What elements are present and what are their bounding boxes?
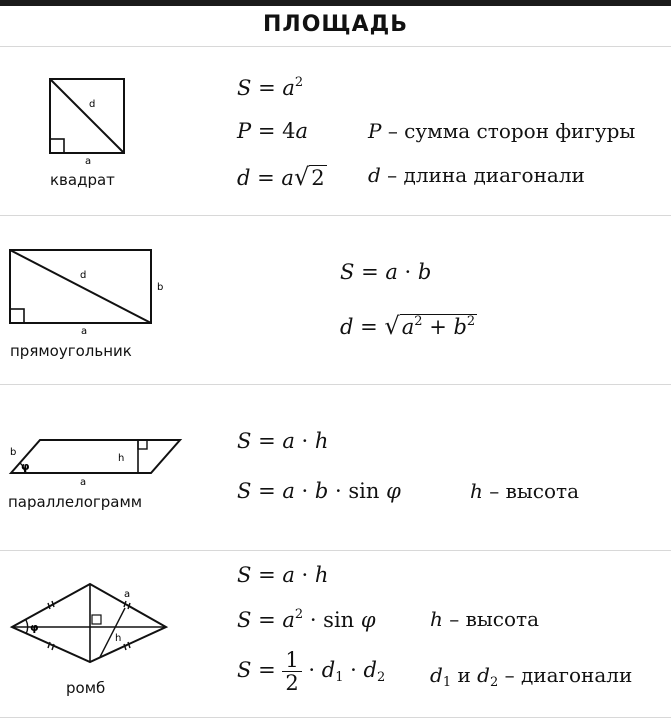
- rhombus-label-a: a: [124, 589, 131, 600]
- square-formula-perimeter: P = 4a: [237, 119, 308, 143]
- square-figure: [0, 47, 200, 215]
- rectangle-formula-diagonal: $d = √a^2 + b^2$: [340, 312, 476, 340]
- parallelogram-label-a: a: [80, 477, 87, 488]
- section-rhombus: [0, 551, 671, 717]
- square-note-diagonal: d – длина диагонали: [368, 163, 585, 187]
- rhombus-formula-area-sin: $S = a^2 \cdot \sin \varphi$: [237, 607, 376, 632]
- parallelogram-formula-area-h: S = a · h: [237, 429, 329, 453]
- rhombus-formula-area-h: S = a · h: [237, 563, 329, 587]
- section-rectangle: [0, 216, 671, 384]
- rectangle-formula-area: S = a · b: [340, 260, 432, 284]
- page-title: ПЛОЩАДЬ: [263, 12, 408, 37]
- rhombus-formula-area-diag: S = $\frac{1}{2}$ · $d_1 \cdot d_2$: [237, 648, 386, 695]
- section-square: [0, 47, 671, 215]
- divider: [0, 717, 671, 718]
- parallelogram-figure: [0, 385, 200, 550]
- parallelogram-label-b: b: [10, 447, 17, 458]
- top-bar: [0, 0, 671, 6]
- rectangle-label-d: d: [80, 270, 87, 281]
- parallelogram-label-phi: φ: [21, 460, 30, 473]
- square-label-a: a: [85, 156, 92, 167]
- rhombus-label-h: h: [115, 633, 122, 644]
- square-label-d: d: [89, 99, 96, 110]
- rectangle-label-b: b: [157, 282, 164, 293]
- rhombus-caption: ромб: [66, 679, 106, 697]
- parallelogram-caption: параллелограмм: [8, 493, 143, 511]
- square-note-perimeter: P – сумма сторон фигуры: [368, 119, 636, 143]
- square-formula-diagonal: d = a√2: [237, 163, 325, 191]
- square-caption: квадрат: [50, 171, 115, 189]
- rhombus-label-phi: φ: [30, 621, 39, 634]
- parallelogram-note-height: h – высота: [470, 479, 580, 503]
- parallelogram-formula-area-sin: S = a · b · sin φ: [237, 479, 401, 503]
- section-parallelogram: [0, 385, 671, 550]
- rhombus-note-height: h – высота: [430, 607, 540, 631]
- rhombus-note-diagonals: $d_1$ и $d_2$ – диагонали: [430, 663, 633, 690]
- rectangle-label-a: a: [81, 326, 88, 337]
- square-formula-area: $S = a^2$: [237, 75, 304, 100]
- rectangle-caption: прямоугольник: [10, 342, 132, 360]
- parallelogram-label-h: h: [118, 453, 125, 464]
